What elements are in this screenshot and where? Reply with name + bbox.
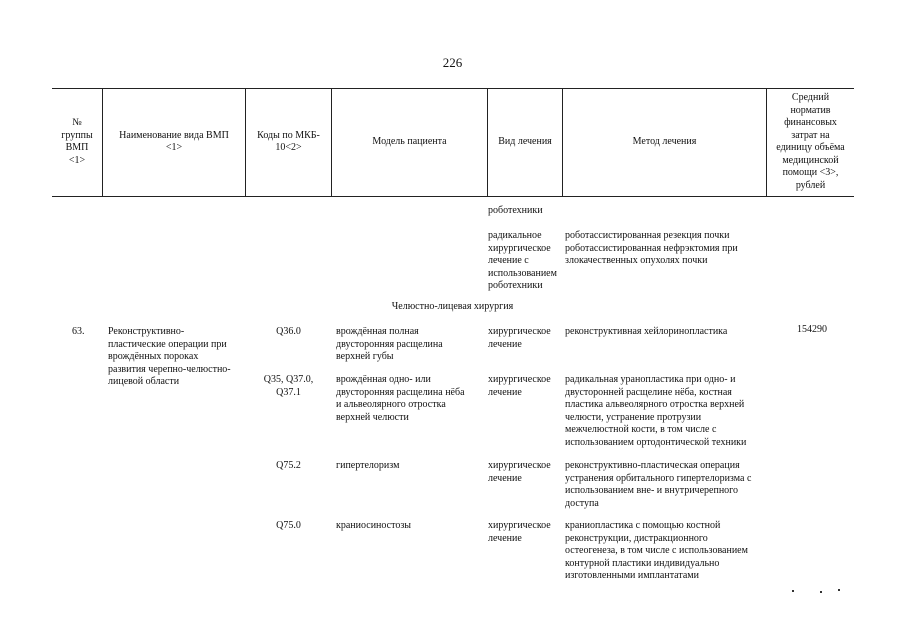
patient-model-cell: краниосиностозы — [336, 520, 411, 531]
column-header-icd-codes: Коды по МКБ- 10<2> — [257, 129, 320, 153]
scan-speck — [792, 590, 794, 592]
treatment-type-continuation: роботехники — [488, 205, 543, 216]
scan-speck — [820, 591, 822, 593]
average-cost-cell: 154290 — [797, 324, 827, 335]
icd-codes-cell: Q36.0 — [276, 326, 301, 337]
column-header-average-cost: Средний норматив финансовых затрат на единицу объёма медицинской помощи <3>, рублей — [776, 92, 845, 191]
treatment-method-cell: радикальная уранопластика при одно- и двусторонней расщелине нёба, костная пластика альвеолярного отростка верхней челюсти, устранение протрузии межчелюстной кости, в том числе с использованием ортодонтической техники — [565, 374, 747, 448]
column-header-patient-model: Модель пациента — [372, 135, 447, 147]
patient-model-cell: врождённая полная двусторонняя расщелина верхней губы — [336, 326, 443, 362]
treatment-method-cell: краниопластика с помощью костной реконструкции, дистракционного остеогенеза, в том числе с использованием контурной пластики индивидуально изготовленными имплантатами — [565, 520, 748, 581]
column-header-treatment-type: Вид лечения — [498, 135, 552, 147]
patient-model-cell: гипертелоризм — [336, 460, 400, 471]
patient-model-cell: врождённая одно- или двусторонняя расщелина нёба и альвеолярного отростка верхней челюсти — [336, 374, 465, 423]
column-header-vmp-name: Наименование вида ВМП <1> — [119, 129, 229, 153]
icd-codes-cell: Q75.2 — [276, 460, 301, 471]
column-header-treatment-method: Метод лечения — [632, 135, 697, 147]
icd-codes-cell: Q35, Q37.0, Q37.1 — [263, 374, 314, 398]
header-bottom-rule — [52, 196, 854, 197]
treatment-method-cell: реконструктивно-пластическая операция устранения орбитального гипертелоризма с использованием вне- и внутричерепного доступа — [565, 460, 752, 509]
scan-speck — [838, 589, 840, 591]
page-number: 226 — [442, 55, 463, 70]
treatment-method-cell: реконструктивная хейлоринопластика — [565, 326, 728, 337]
treatment-type-cell: хирургическое лечение — [488, 460, 551, 484]
treatment-type-cell: радикальное хирургическое лечение с использованием роботехники — [488, 230, 557, 291]
treatment-method-cell: роботассистированная резекция почки роботассистированная нефрэктомия при злокачественных опухолях почки — [565, 230, 738, 266]
icd-codes-cell: Q75.0 — [276, 520, 301, 531]
treatment-type-cell: хирургическое лечение — [488, 374, 551, 398]
treatment-type-cell: хирургическое лечение — [488, 520, 551, 544]
column-header-group-number: № группы ВМП <1> — [61, 117, 93, 166]
section-title: Челюстно-лицевая хирургия — [391, 301, 514, 312]
vmp-name-cell: Реконструктивно- пластические операции при врождённых пороках развития черепно-челюстно- лицевой области — [108, 326, 231, 387]
group-number: 63. — [72, 326, 85, 337]
treatment-type-cell: хирургическое лечение — [488, 326, 551, 350]
